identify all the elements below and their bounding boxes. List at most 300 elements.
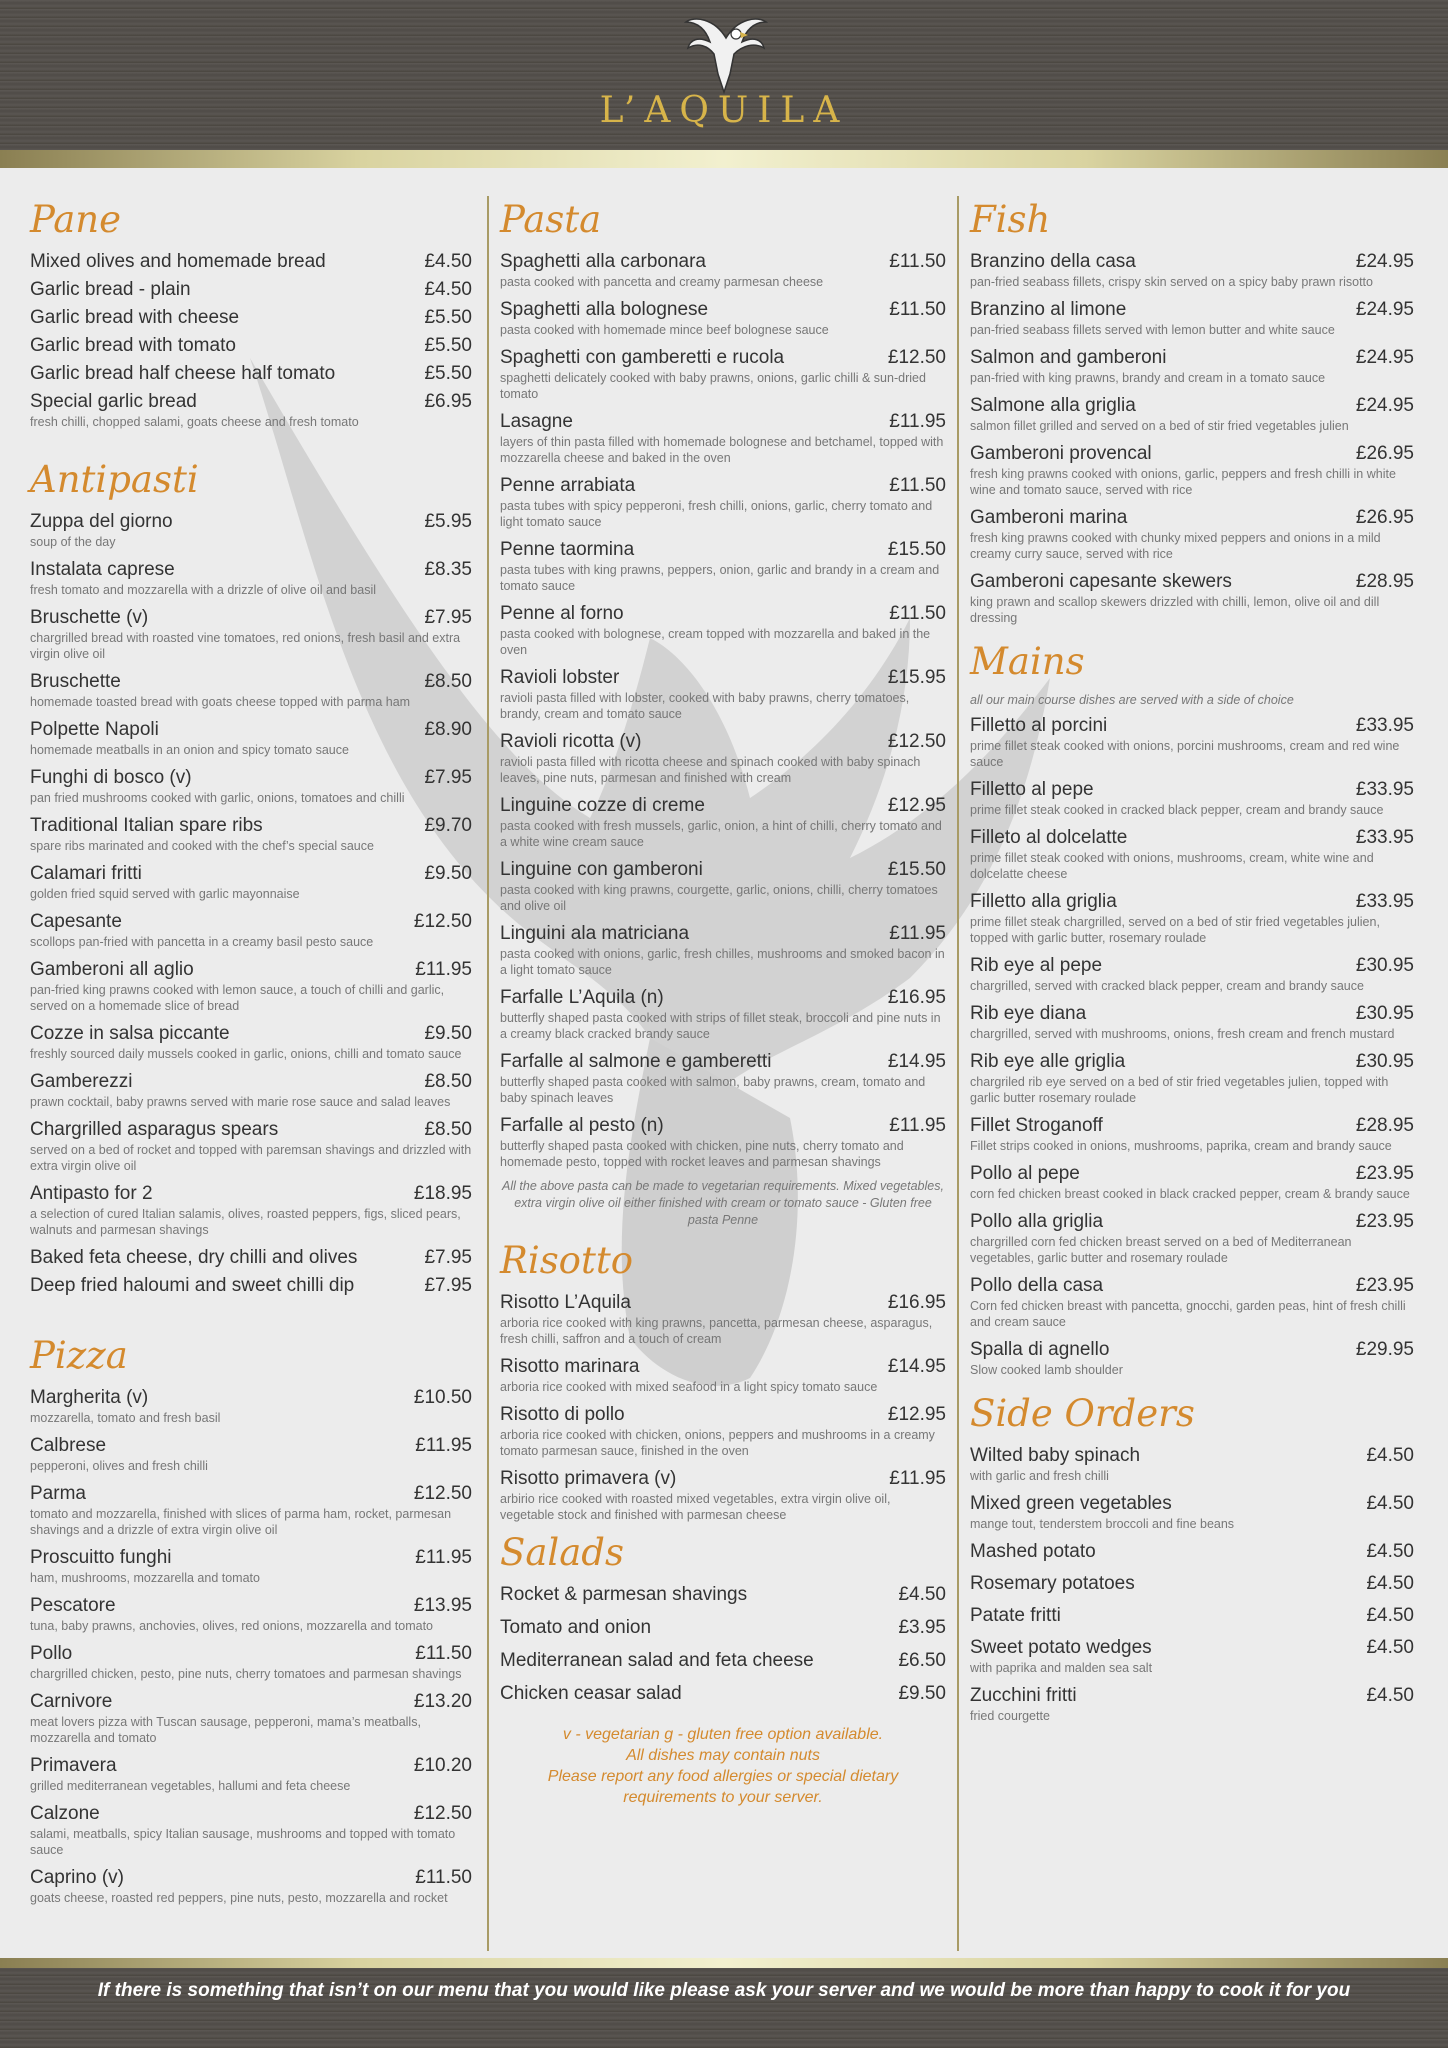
item-name: Mixed olives and homemade bread: [30, 251, 326, 272]
menu-item: [970, 1492, 1414, 1532]
menu-item: [970, 394, 1414, 434]
item-description: prime fillet steak chargrilled, served on a bed of stir fried vegetables julien, topped with garlic butter, rosemary roulade: [970, 915, 1380, 945]
item-name: Mashed potato: [970, 1541, 1096, 1562]
menu-item: [500, 730, 946, 786]
item-price: £11.50: [415, 1643, 472, 1664]
item-name: Filletto al pepe: [970, 779, 1094, 800]
dietary-note-line: requirements to your server.: [623, 1789, 823, 1806]
item-name: Gamberezzi: [30, 1071, 133, 1092]
item-name: Carnivore: [30, 1691, 113, 1712]
item-price: £13.20: [413, 1691, 472, 1712]
item-name: Gamberoni capesante skewers: [970, 571, 1232, 592]
section-title: Risotto: [500, 1239, 633, 1282]
item-name: Linguine cozze di creme: [500, 795, 705, 816]
menu-item: [500, 1583, 946, 1607]
menu-item: [500, 1682, 946, 1706]
item-price: £9.50: [424, 863, 472, 884]
item-price: £4.50: [898, 1584, 946, 1605]
item-description: arboria rice cooked with chicken, onions, peppers and mushrooms in a creamy tomato parmesan sauce, finished in the oven: [500, 1428, 935, 1458]
item-price: £4.50: [1366, 1445, 1414, 1466]
item-name: Rib eye alle griglia: [970, 1051, 1126, 1072]
item-price: £12.95: [887, 1404, 946, 1425]
item-name: Patate fritti: [970, 1605, 1061, 1626]
item-name: Garlic bread - plain: [30, 279, 191, 300]
item-description: pasta cooked with homemade mince beef bolognese sauce: [500, 323, 829, 337]
item-name: Deep fried haloumi and sweet chilli dip: [30, 1275, 355, 1296]
item-description: corn fed chicken breast cooked in black cracked pepper, cream & brandy sauce: [970, 1187, 1410, 1201]
item-description: ham, mushrooms, mozzarella and tomato: [30, 1571, 260, 1585]
item-description: pasta cooked with king prawns, courgette, garlic, onions, chilli, cherry tomatoes and olive oil: [500, 883, 938, 913]
item-name: Polpette Napoli: [30, 719, 159, 740]
item-name: Risotto L’Aquila: [500, 1292, 631, 1313]
menu-item: [30, 558, 472, 598]
item-name: Wilted baby spinach: [970, 1445, 1141, 1466]
item-name: Risotto di pollo: [500, 1404, 625, 1425]
item-name: Pollo: [30, 1643, 73, 1664]
menu-item: [500, 1355, 946, 1395]
item-name: Special garlic bread: [30, 391, 197, 412]
menu-item: [970, 954, 1414, 994]
item-description: pasta cooked with fresh mussels, garlic, onion, a hint of chilli, cherry tomato and a white wine cream sauce: [500, 819, 942, 849]
item-name: Traditional Italian spare ribs: [30, 815, 263, 836]
menu-content: [0, 168, 1448, 1958]
footer-message: If there is something that isn’t on our menu that you would like please ask your server and we would be more than happy to cook it for you: [97, 1980, 1351, 2001]
menu-item: [500, 474, 946, 530]
item-name: Tomato and onion: [500, 1617, 652, 1638]
menu-item: [30, 306, 472, 330]
menu-item: [500, 298, 946, 338]
item-name: Parma: [30, 1483, 86, 1504]
menu-item: [30, 1754, 472, 1794]
item-description: layers of thin pasta filled with homemade bolognese and betchamel, topped with mozzarella cheese and baked in the oven: [500, 435, 944, 465]
menu-item: [500, 538, 946, 594]
item-name: Filleto al dolcelatte: [970, 827, 1128, 848]
menu-item: [30, 766, 472, 806]
menu-item: [500, 346, 946, 402]
item-description: with paprika and malden sea salt: [970, 1661, 1153, 1675]
item-description: freshly sourced daily mussels cooked in garlic, onions, chilli and tomato sauce: [30, 1047, 462, 1061]
item-description: arboria rice cooked with mixed seafood in a light spicy tomato sauce: [500, 1380, 878, 1394]
item-price: £16.95: [887, 987, 946, 1008]
item-price: £26.95: [1355, 443, 1414, 464]
item-name: Risotto marinara: [500, 1356, 640, 1377]
item-name: Zuppa del giorno: [30, 511, 173, 532]
menu-item: [970, 346, 1414, 386]
item-name: Lasagne: [500, 411, 573, 432]
header-banner: [0, 0, 1448, 152]
item-description: fresh tomato and mozzarella with a drizzle of olive oil and basil: [30, 583, 377, 597]
section-title: Pizza: [30, 1334, 128, 1377]
item-price: £3.95: [898, 1617, 946, 1638]
item-price: £8.35: [424, 559, 472, 580]
menu-item: [30, 390, 472, 430]
item-name: Pollo della casa: [970, 1275, 1104, 1296]
dietary-note-line: Please report any food allergies or special dietary: [547, 1768, 899, 1785]
item-price: £11.95: [415, 1435, 472, 1456]
menu-item: [30, 1118, 472, 1174]
item-price: £14.95: [887, 1356, 946, 1377]
menu-item: [970, 1050, 1414, 1106]
item-name: Filletto al porcini: [970, 715, 1108, 736]
item-description: homemade toasted bread with goats cheese topped with parma ham: [30, 695, 411, 709]
item-price: £12.50: [887, 347, 946, 368]
item-price: £8.90: [424, 719, 472, 740]
item-description: pan fried mushrooms cooked with garlic, onions, tomatoes and chilli: [30, 791, 405, 805]
menu-item: [30, 1274, 472, 1298]
eagle-logo-icon: [684, 8, 768, 94]
item-price: £11.50: [889, 251, 946, 272]
menu-item: [30, 1594, 472, 1634]
item-price: £10.20: [413, 1755, 472, 1776]
item-description: prime fillet steak cooked in cracked black pepper, cream and brandy sauce: [970, 803, 1384, 817]
item-name: Mediterranean salad and feta cheese: [500, 1650, 814, 1671]
item-price: £24.95: [1355, 395, 1414, 416]
section-side-orders: [970, 1392, 1414, 1724]
item-price: £11.95: [889, 1468, 946, 1489]
item-name: Linguine con gamberoni: [500, 859, 703, 880]
footer-gold-band: [0, 1958, 1448, 1968]
section-pasta: [500, 198, 946, 1229]
menu-item: [30, 1482, 472, 1538]
item-price: £12.50: [413, 911, 472, 932]
item-description: salmon fillet grilled and served on a bed of stir fried vegetables julien: [970, 419, 1349, 433]
item-price: £8.50: [424, 1119, 472, 1140]
menu-item: [500, 1291, 946, 1347]
section-title: Fish: [970, 198, 1051, 241]
menu-item: [30, 510, 472, 550]
item-description: pasta cooked with bolognese, cream topped with mozzarella and baked in the oven: [500, 627, 931, 657]
item-price: £23.95: [1355, 1275, 1414, 1296]
item-price: £26.95: [1355, 507, 1414, 528]
item-description: with garlic and fresh chilli: [970, 1469, 1109, 1483]
item-description: pan-fried with king prawns, brandy and cream in a tomato sauce: [970, 371, 1326, 385]
menu-item: [30, 1386, 472, 1426]
item-price: £18.95: [413, 1183, 472, 1204]
item-description: pasta cooked with onions, garlic, fresh chilles, mushrooms and smoked bacon in a light tomato sauce: [500, 947, 945, 977]
item-name: Rib eye diana: [970, 1003, 1087, 1024]
menu-column-3: [970, 198, 1414, 1732]
item-description: soup of the day: [30, 535, 116, 549]
item-description: fresh king prawns cooked with chunky mixed peppers and onions in a mild creamy curry sauce, served with rice: [970, 531, 1381, 561]
item-price: £4.50: [424, 251, 472, 272]
menu-item: [30, 1866, 472, 1906]
item-price: £9.50: [424, 1023, 472, 1044]
item-name: Instalata caprese: [30, 559, 175, 580]
item-price: £5.50: [424, 307, 472, 328]
item-name: Spaghetti alla bolognese: [500, 299, 709, 320]
item-price: £23.95: [1355, 1163, 1414, 1184]
pasta-note: All the above pasta can be made to vegetarian requirements. Mixed vegetables, extra virgin olive oil either finished with cream or tomato sauce - Gluten free pasta Penne: [502, 1179, 944, 1227]
menu-item: [970, 1444, 1414, 1484]
item-name: Baked feta cheese, dry chilli and olives: [30, 1247, 358, 1268]
item-price: £11.95: [889, 1115, 946, 1136]
section-title: Pasta: [500, 198, 602, 241]
menu-item: [970, 826, 1414, 882]
item-name: Gamberoni provencal: [970, 443, 1152, 464]
menu-item: [30, 1642, 472, 1682]
item-price: £7.95: [424, 1247, 472, 1268]
item-name: Ravioli lobster: [500, 667, 620, 688]
section-title: Mains: [970, 640, 1085, 683]
item-name: Calbrese: [30, 1435, 107, 1456]
menu-item: [970, 1210, 1414, 1266]
item-price: £8.50: [424, 1071, 472, 1092]
item-name: Capesante: [30, 911, 122, 932]
dietary-notes: [500, 1724, 946, 1808]
menu-item: [30, 1690, 472, 1746]
footer-banner: [0, 1958, 1448, 2048]
item-description: pepperoni, olives and fresh chilli: [30, 1459, 208, 1473]
menu-column-2: [500, 198, 946, 1808]
menu-item: [30, 862, 472, 902]
item-name: Salmon and gamberoni: [970, 347, 1167, 368]
item-name: Fillet Stroganoff: [970, 1115, 1103, 1136]
item-price: £7.95: [424, 607, 472, 628]
item-price: £30.95: [1355, 955, 1414, 976]
item-price: £24.95: [1355, 347, 1414, 368]
menu-item: [970, 506, 1414, 562]
item-name: Sweet potato wedges: [970, 1637, 1152, 1658]
item-price: £33.95: [1355, 891, 1414, 912]
item-name: Chicken ceasar salad: [500, 1683, 682, 1704]
menu-item: [970, 570, 1414, 626]
item-name: Bruschette: [30, 671, 121, 692]
item-price: £28.95: [1355, 571, 1414, 592]
item-name: Rosemary potatoes: [970, 1573, 1135, 1594]
item-price: £4.50: [1366, 1685, 1414, 1706]
item-name: Farfalle al pesto (n): [500, 1115, 664, 1136]
section-mains: [970, 640, 1414, 1378]
item-price: £15.50: [887, 539, 946, 560]
menu-item: [500, 1050, 946, 1106]
item-description: Fillet strips cooked in onions, mushrooms, paprika, cream and brandy sauce: [970, 1139, 1392, 1153]
item-description: butterfly shaped pasta cooked with salmon, baby prawns, cream, tomato and baby spinach leaves: [500, 1075, 926, 1105]
section-pane: [30, 198, 472, 430]
item-description: arboria rice cooked with king prawns, pancetta, parmesan cheese, asparagus, fresh chilli, saffron and a touch of cream: [500, 1316, 933, 1346]
item-price: £13.95: [413, 1595, 472, 1616]
item-description: prime fillet steak cooked with onions, porcini mushrooms, cream and red wine sauce: [970, 739, 1400, 769]
menu-item: [30, 1022, 472, 1062]
item-price: £23.95: [1355, 1211, 1414, 1232]
item-name: Calamari fritti: [30, 863, 142, 884]
item-price: £9.70: [424, 815, 472, 836]
item-name: Cozze in salsa piccante: [30, 1023, 230, 1044]
item-name: Garlic bread with cheese: [30, 307, 240, 328]
item-price: £33.95: [1355, 715, 1414, 736]
menu-item: [30, 958, 472, 1014]
item-price: £8.50: [424, 671, 472, 692]
item-description: prawn cocktail, baby prawns served with marie rose sauce and salad leaves: [30, 1095, 451, 1109]
item-description: tomato and mozzarella, finished with slices of parma ham, rocket, parmesan shavings and a drizzle of extra virgin olive oil: [30, 1507, 452, 1537]
item-description: pan-fried seabass fillets, crispy skin served on a spicy baby prawn risotto: [970, 275, 1373, 289]
item-description: chargrilled, served with mushrooms, onions, fresh cream and french mustard: [970, 1027, 1395, 1041]
item-name: Linguini ala matriciana: [500, 923, 690, 944]
item-name: Garlic bread with tomato: [30, 335, 236, 356]
menu-item: [500, 1616, 946, 1640]
item-description: arbirio rice cooked with roasted mixed vegetables, extra virgin olive oil, vegetable stock and finished with parmesan cheese: [500, 1492, 891, 1522]
menu-item: [500, 410, 946, 466]
item-name: Funghi di bosco (v): [30, 767, 192, 788]
menu-item: [970, 778, 1414, 818]
item-price: £11.50: [415, 1867, 472, 1888]
item-name: Farfalle L’Aquila (n): [500, 987, 664, 1008]
item-name: Pescatore: [30, 1595, 116, 1616]
item-description: pan-fried seabass fillets served with lemon butter and white sauce: [970, 323, 1335, 337]
item-description: Corn fed chicken breast with pancetta, gnocchi, garden peas, hint of fresh chilli and cream sauce: [970, 1299, 1406, 1329]
item-price: £24.95: [1355, 299, 1414, 320]
item-name: Caprino (v): [30, 1867, 124, 1888]
item-price: £5.50: [424, 335, 472, 356]
section-risotto: [500, 1239, 946, 1523]
item-price: £15.50: [887, 859, 946, 880]
item-price: £12.50: [413, 1483, 472, 1504]
item-name: Primavera: [30, 1755, 117, 1776]
item-description: butterfly shaped pasta cooked with strips of fillet steak, broccoli and pine nuts in a creamy black cracked brandy sauce: [500, 1011, 941, 1041]
item-description: chargrilled chicken, pesto, pine nuts, cherry tomatoes and parmesan shavings: [30, 1667, 462, 1681]
item-description: scollops pan-fried with pancetta in a creamy basil pesto sauce: [30, 935, 374, 949]
menu-item: [970, 1604, 1414, 1628]
item-description: meat lovers pizza with Tuscan sausage, pepperoni, mama’s meatballs, mozzarella and tomato: [30, 1715, 421, 1745]
item-description: golden fried squid served with garlic mayonnaise: [30, 887, 300, 901]
item-name: Salmone alla griglia: [970, 395, 1136, 416]
dietary-note-line: v - vegetarian g - gluten free option available.: [562, 1726, 884, 1743]
item-name: Ravioli ricotta (v): [500, 731, 642, 752]
item-description: served on a bed of rocket and topped with paremsan shavings and drizzled with extra virgin olive oil: [30, 1143, 472, 1173]
section-salads: [500, 1531, 946, 1706]
menu-item: [970, 1002, 1414, 1042]
item-price: £11.95: [889, 411, 946, 432]
menu-item: [30, 1802, 472, 1858]
menu-item: [500, 1467, 946, 1523]
menu-item: [970, 1636, 1414, 1676]
menu-item: [500, 794, 946, 850]
item-price: £10.50: [413, 1387, 472, 1408]
section-title: Salads: [500, 1531, 624, 1574]
item-name: Antipasto for 2: [30, 1183, 153, 1204]
item-name: Rib eye al pepe: [970, 955, 1103, 976]
item-price: £7.95: [424, 1275, 472, 1296]
item-price: £6.50: [898, 1650, 946, 1671]
item-price: £4.50: [1366, 1541, 1414, 1562]
item-price: £24.95: [1355, 251, 1414, 272]
item-price: £33.95: [1355, 827, 1414, 848]
item-price: £11.50: [889, 475, 946, 496]
item-price: £5.95: [424, 511, 472, 532]
menu-item: [30, 910, 472, 950]
column-divider-1: [487, 196, 489, 1951]
item-description: chargrilled corn fed chicken breast served on a bed of Mediterranean vegetables, garlic butter and rosemary roulade: [970, 1235, 1352, 1265]
item-price: £30.95: [1355, 1003, 1414, 1024]
menu-item: [30, 1246, 472, 1270]
item-price: £4.50: [1366, 1637, 1414, 1658]
menu-item: [30, 250, 472, 274]
menu-item: [500, 250, 946, 290]
item-name: Rocket & parmesan shavings: [500, 1584, 748, 1605]
item-name: Chargrilled asparagus spears: [30, 1119, 279, 1140]
menu-item: [970, 298, 1414, 338]
item-description: butterfly shaped pasta cooked with chicken, pine nuts, cherry tomato and homemade pesto, topped with rocket leaves and parmesan shavings: [500, 1139, 904, 1169]
item-price: £5.50: [424, 363, 472, 384]
item-description: chargrilled, served with cracked black pepper, cream and brandy sauce: [970, 979, 1364, 993]
item-price: £14.95: [887, 1051, 946, 1072]
menu-item: [30, 1182, 472, 1238]
menu-item: [30, 362, 472, 386]
item-description: chargriled rib eye served on a bed of stir fried vegetables julien, topped with garlic butter rosemary roulade: [970, 1075, 1389, 1105]
item-description: spaghetti delicately cooked with baby prawns, onions, garlic chilli & sun-dried tomato: [500, 371, 926, 401]
menu-item: [970, 1338, 1414, 1378]
item-name: Spaghetti alla carbonara: [500, 251, 706, 272]
item-price: £11.95: [889, 923, 946, 944]
item-name: Gamberoni marina: [970, 507, 1128, 528]
item-name: Zucchini fritti: [970, 1685, 1077, 1706]
item-price: £11.95: [415, 1547, 472, 1568]
menu-item: [500, 1114, 946, 1170]
item-name: Penne taormina: [500, 539, 635, 560]
menu-item: [30, 670, 472, 710]
item-description: king prawn and scallop skewers drizzled with chilli, lemon, olive oil and dill dressing: [970, 595, 1380, 625]
item-price: £12.95: [887, 795, 946, 816]
item-description: ravioli pasta filled with lobster, cooked with baby prawns, cherry tomatoes, brandy, cream and tomato sauce: [500, 691, 910, 721]
menu-item: [970, 1684, 1414, 1724]
item-description: ravioli pasta filled with ricotta cheese and spinach cooked with baby spinach leaves, pine nuts, parmesan and finished with cream: [500, 755, 921, 785]
item-description: pan-fried king prawns cooked with lemon sauce, a touch of chilli and garlic, served on a homemade slice of bread: [30, 983, 445, 1013]
item-description: spare ribs marinated and cooked with the chef’s special sauce: [30, 839, 374, 853]
section-title: Side Orders: [970, 1392, 1195, 1435]
item-name: Farfalle al salmone e gamberetti: [500, 1051, 772, 1072]
menu-item: [970, 1540, 1414, 1564]
item-description: pasta tubes with king prawns, peppers, onion, garlic and brandy in a cream and tomato sauce: [500, 563, 940, 593]
item-description: fresh chilli, chopped salami, goats cheese and fresh tomato: [30, 415, 359, 429]
item-name: Calzone: [30, 1803, 100, 1824]
item-description: pasta cooked with pancetta and creamy parmesan cheese: [500, 275, 824, 289]
menu-item: [30, 814, 472, 854]
section-antipasti: [30, 458, 472, 1298]
menu-item: [500, 922, 946, 978]
menu-item: [970, 1162, 1414, 1202]
column-divider-2: [957, 196, 959, 1951]
item-price: £11.95: [415, 959, 472, 980]
item-name: Branzino al limone: [970, 299, 1127, 320]
mains-intro: all our main course dishes are served with a side of choice: [970, 693, 1294, 707]
item-name: Branzino della casa: [970, 251, 1136, 272]
item-name: Gamberoni all aglio: [30, 959, 194, 980]
menu-item: [970, 714, 1414, 770]
item-price: £11.50: [889, 299, 946, 320]
menu-item: [30, 718, 472, 758]
menu-item: [30, 334, 472, 358]
item-name: Garlic bread half cheese half tomato: [30, 363, 336, 384]
menu-item: [30, 278, 472, 302]
header-gold-band: [0, 150, 1448, 168]
menu-item: [500, 602, 946, 658]
item-price: £11.50: [889, 603, 946, 624]
item-description: a selection of cured Italian salamis, olives, roasted peppers, figs, sliced pears, walnuts and parmesan shavings: [30, 1207, 461, 1237]
brand-name: L’AQUILA: [599, 90, 849, 131]
item-description: grilled mediterranean vegetables, hallumi and feta cheese: [30, 1779, 351, 1793]
item-price: £28.95: [1355, 1115, 1414, 1136]
menu-item: [500, 986, 946, 1042]
menu-item: [970, 1274, 1414, 1330]
section-pizza: [30, 1334, 472, 1906]
item-name: Penne arrabiata: [500, 475, 636, 496]
menu-item: [500, 1403, 946, 1459]
menu-item: [970, 442, 1414, 498]
menu-column-1: [30, 198, 472, 1914]
menu-item: [970, 1114, 1414, 1154]
item-price: £16.95: [887, 1292, 946, 1313]
menu-item: [970, 250, 1414, 290]
item-price: £4.50: [424, 279, 472, 300]
